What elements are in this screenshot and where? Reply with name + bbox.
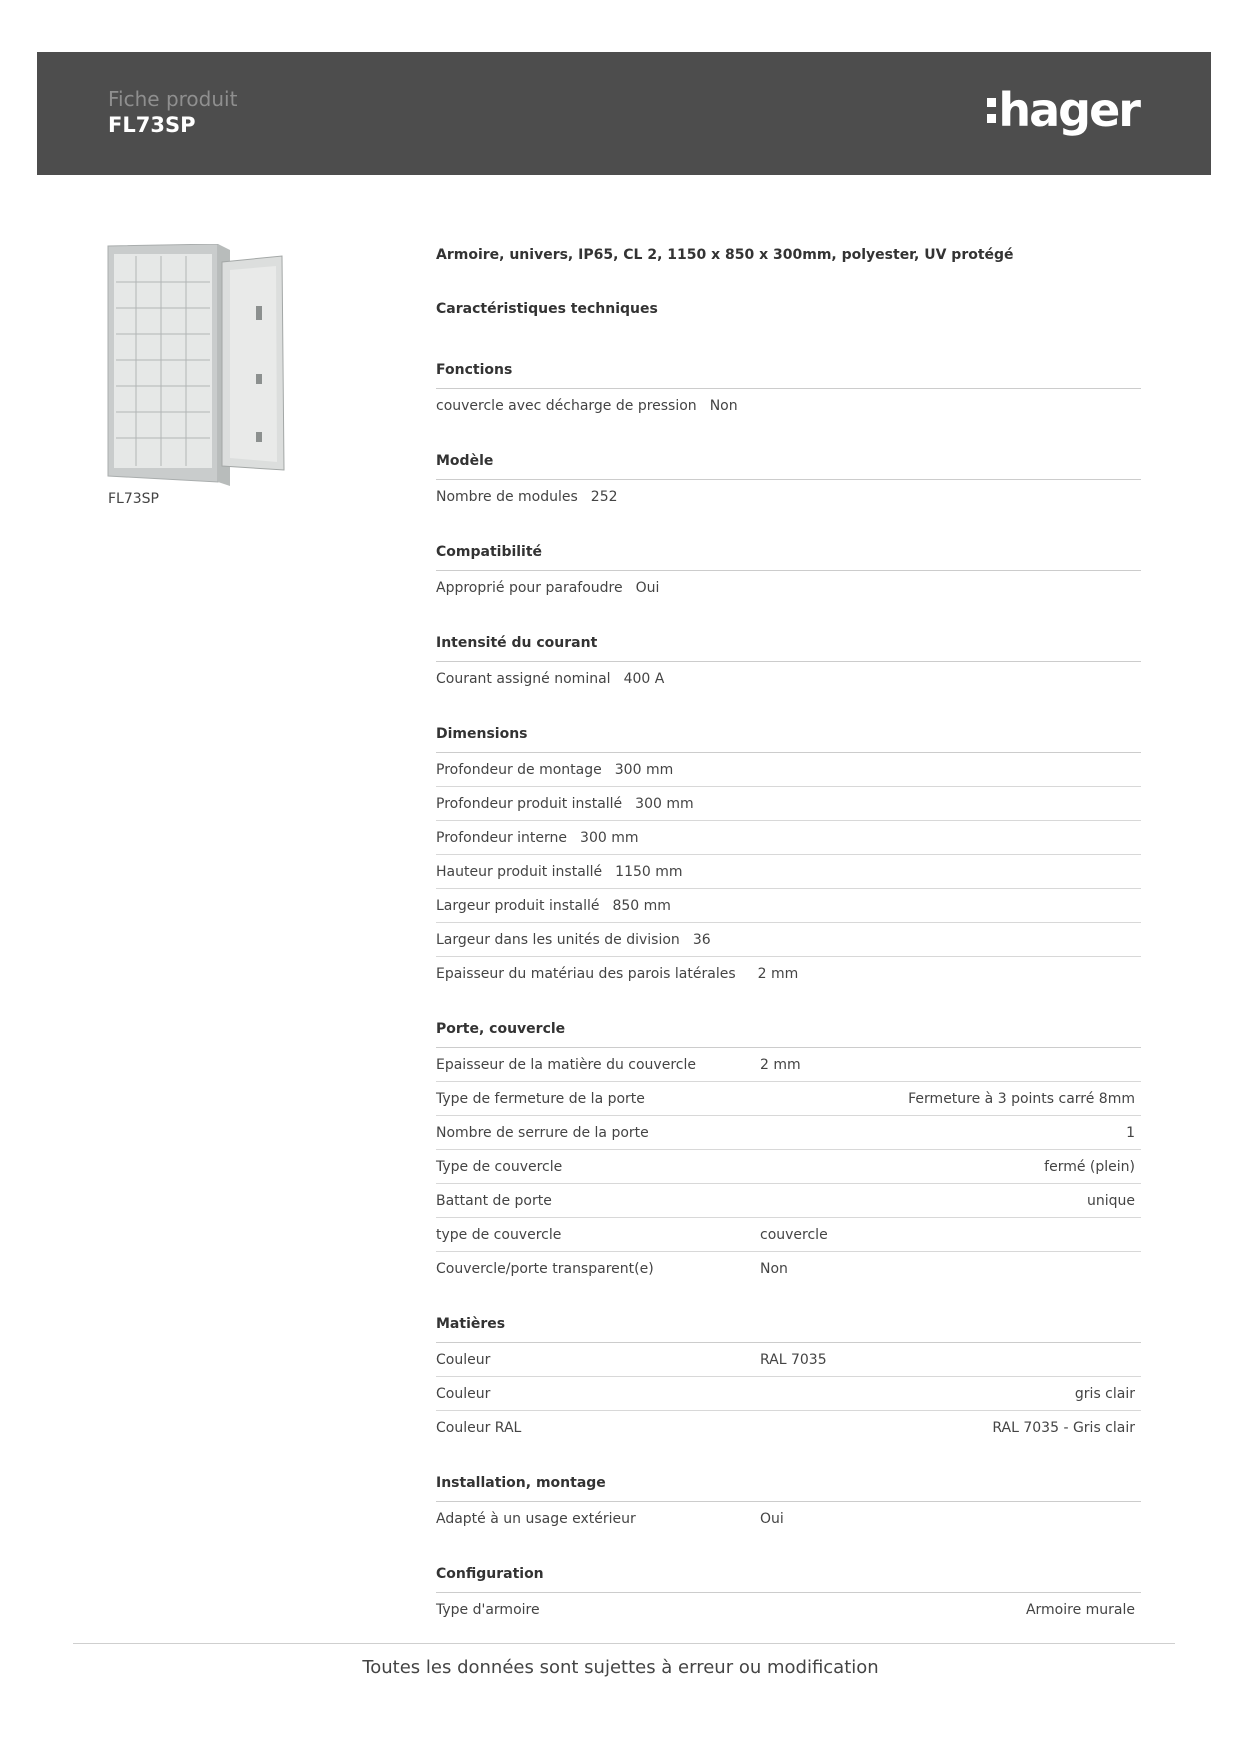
- spec-row: [436, 1116, 1141, 1150]
- spec-value: Armoire murale: [1025, 1601, 1135, 1618]
- section-title-compatibilite: Compatibilité: [436, 534, 1141, 571]
- spec-row: [436, 1218, 1141, 1252]
- spec-row: [436, 1048, 1141, 1082]
- spec-row: [436, 1343, 1141, 1377]
- spec-table: [436, 352, 1141, 1626]
- spec-label: Adapté à un usage extérieur: [436, 1510, 636, 1527]
- spec-label: Nombre de modules: [436, 488, 578, 505]
- spec-value: fermé (plein): [1044, 1158, 1135, 1175]
- spec-row: [436, 855, 1141, 889]
- spec-row: [436, 1377, 1141, 1411]
- spec-value: Fermeture à 3 points carré 8mm: [908, 1090, 1135, 1107]
- spec-label: Type de couvercle: [436, 1158, 563, 1175]
- spec-row: [436, 1593, 1141, 1626]
- spec-value: 1: [1126, 1124, 1135, 1141]
- spec-label: Profondeur interne: [436, 829, 568, 846]
- spec-label: Nombre de serrure de la porte: [436, 1124, 649, 1141]
- section-title-dimensions: Dimensions: [436, 716, 1141, 753]
- spec-row: [436, 571, 1141, 604]
- spec-value: Oui: [635, 579, 660, 596]
- spec-label: Largeur dans les unités de division: [436, 931, 680, 948]
- section-title-installation: Installation, montage: [436, 1465, 1141, 1502]
- spec-label: type de couvercle: [436, 1226, 562, 1243]
- header-subtitle: Fiche produit: [108, 87, 238, 111]
- spec-value: gris clair: [1074, 1385, 1135, 1402]
- spec-row: [436, 1082, 1141, 1116]
- spec-value: Non: [760, 1260, 788, 1277]
- header-bar: [37, 52, 1211, 175]
- spec-row: [436, 753, 1141, 787]
- spec-value: 36: [692, 931, 711, 948]
- spec-row: [436, 389, 1141, 422]
- spec-label: Profondeur produit installé: [436, 795, 623, 812]
- header-product-code: FL73SP: [108, 113, 196, 137]
- spec-value: RAL 7035 - Gris clair: [992, 1419, 1135, 1436]
- spec-value: 2 mm: [760, 1056, 801, 1073]
- spec-label: Couleur RAL: [436, 1419, 522, 1436]
- spec-value: unique: [1086, 1192, 1135, 1209]
- section-title-modele: Modèle: [436, 443, 1141, 480]
- footer-disclaimer: Toutes les données sont sujettes à erreur ou modification: [362, 1657, 879, 1678]
- spec-label: Approprié pour parafoudre: [436, 579, 623, 596]
- spec-value: 300 mm: [580, 829, 639, 846]
- spec-row: [436, 821, 1141, 855]
- spec-value: 850 mm: [612, 897, 671, 914]
- spec-value: Non: [709, 397, 738, 414]
- product-caption: FL73SP: [108, 491, 159, 507]
- spec-value: couvercle: [760, 1226, 828, 1243]
- tech-heading: Caractéristiques techniques: [436, 301, 658, 317]
- spec-value: 252: [590, 488, 618, 505]
- section-title-porte-couvercle: Porte, couvercle: [436, 1011, 1141, 1048]
- spec-label: Couleur: [436, 1351, 491, 1368]
- spec-label: Epaisseur du matériau des parois latérales: [436, 965, 736, 982]
- spec-value: 2 mm: [757, 965, 799, 982]
- spec-row: [436, 787, 1141, 821]
- logo-colon-icon: [987, 92, 996, 128]
- section-title-fonctions: Fonctions: [436, 352, 1141, 389]
- logo-text: hager: [998, 83, 1139, 137]
- spec-row: [436, 1184, 1141, 1218]
- spec-label: Type d'armoire: [436, 1601, 540, 1618]
- section-title-intensite: Intensité du courant: [436, 625, 1141, 662]
- spec-row: [436, 1502, 1141, 1535]
- spec-value: 300 mm: [635, 795, 694, 812]
- footer-divider: [73, 1643, 1175, 1644]
- spec-label: Largeur produit installé: [436, 897, 600, 914]
- hager-logo: [987, 80, 1139, 140]
- spec-label: Couleur: [436, 1385, 491, 1402]
- spec-row: [436, 957, 1141, 990]
- spec-value: Oui: [760, 1510, 784, 1527]
- spec-row: [436, 662, 1141, 695]
- spec-label: Courant assigné nominal: [436, 670, 611, 687]
- section-title-matieres: Matières: [436, 1306, 1141, 1343]
- spec-value: 400 A: [623, 670, 665, 687]
- spec-label: Battant de porte: [436, 1192, 552, 1209]
- spec-row: [436, 1150, 1141, 1184]
- spec-value: 300 mm: [614, 761, 674, 778]
- spec-value: 1150 mm: [615, 863, 683, 880]
- spec-row: [436, 889, 1141, 923]
- spec-row: [436, 923, 1141, 957]
- spec-row: [436, 1411, 1141, 1444]
- product-description: Armoire, univers, IP65, CL 2, 1150 x 850 x 300mm, polyester, UV protégé: [436, 247, 1014, 263]
- spec-row: [436, 1252, 1141, 1285]
- spec-label: Type de fermeture de la porte: [436, 1090, 645, 1107]
- spec-row: [436, 480, 1141, 513]
- spec-label: Hauteur produit installé: [436, 863, 603, 880]
- section-title-configuration: Configuration: [436, 1556, 1141, 1593]
- cabinet-image: [106, 244, 290, 486]
- spec-value: RAL 7035: [760, 1351, 827, 1368]
- spec-label: Profondeur de montage: [436, 761, 602, 778]
- spec-label: couvercle avec décharge de pression: [436, 397, 697, 414]
- spec-label: Couvercle/porte transparent(e): [436, 1260, 654, 1277]
- spec-label: Epaisseur de la matière du couvercle: [436, 1056, 696, 1073]
